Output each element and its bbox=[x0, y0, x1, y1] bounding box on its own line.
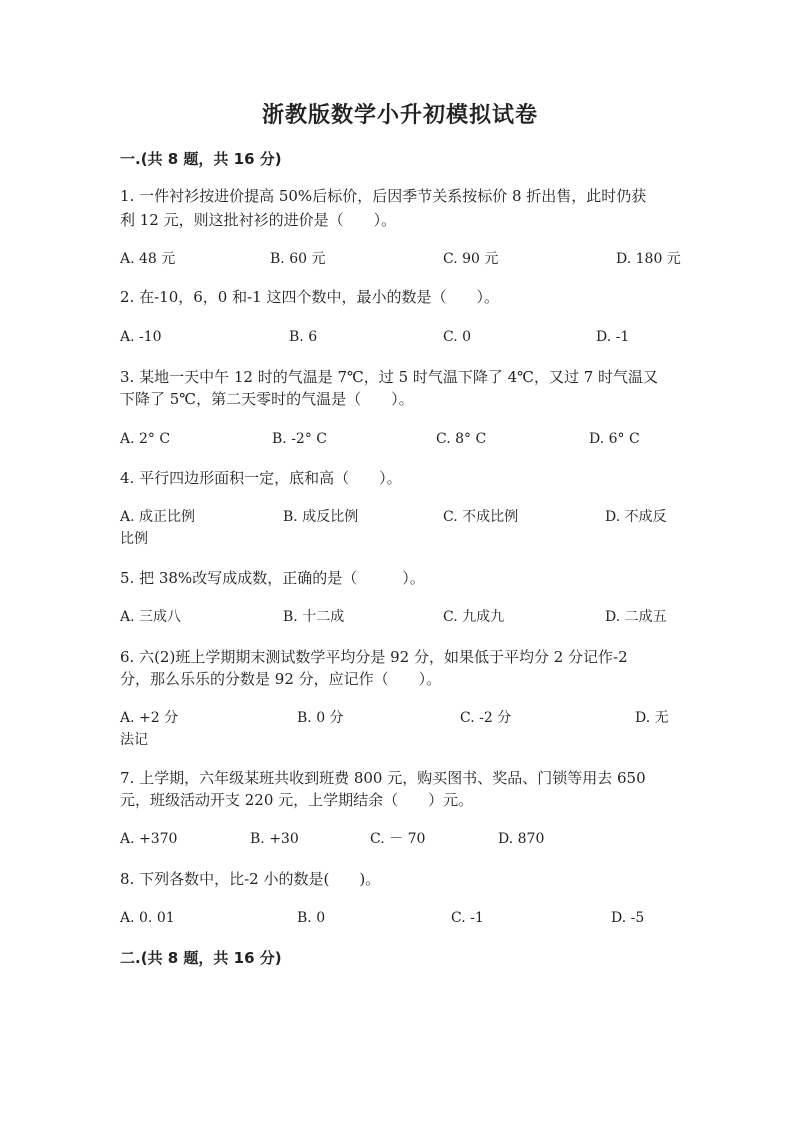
question-1-option-d[interactable]: D. 180 元 bbox=[616, 251, 681, 267]
question-5-option-a[interactable]: A. 三成八 bbox=[120, 609, 182, 625]
question-8-option-d[interactable]: D. -5 bbox=[611, 910, 645, 926]
question-4-text-line-1: 4. 平行四边形面积一定，底和高（ ）。 bbox=[120, 469, 402, 487]
question-6-option-b[interactable]: B. 0 分 bbox=[297, 710, 344, 726]
question-3-text-line-2: 下降了 5℃，第二天零时的气温是（ ）。 bbox=[120, 390, 414, 408]
question-2-option-d[interactable]: D. -1 bbox=[596, 329, 630, 345]
question-8-text-line-1: 8. 下列各数中，比-2 小的数是( )。 bbox=[120, 870, 381, 888]
question-2-option-c[interactable]: C. 0 bbox=[443, 329, 472, 345]
question-8-option-b[interactable]: B. 0 bbox=[297, 910, 326, 926]
question-6-option-a[interactable]: A. +2 分 bbox=[120, 710, 179, 726]
question-1-option-a[interactable]: A. 48 元 bbox=[120, 251, 176, 267]
question-1-option-b[interactable]: B. 60 元 bbox=[270, 251, 326, 267]
question-5-option-c[interactable]: C. 九成九 bbox=[443, 609, 505, 625]
question-6-option-d-wrap: 法记 bbox=[120, 732, 148, 748]
question-6-text-line-2: 分，那么乐乐的分数是 92 分，应记作（ ）。 bbox=[120, 670, 442, 688]
page-title: 浙教版数学小升初模拟试卷 bbox=[261, 102, 538, 128]
question-4-option-d[interactable]: D. 不成反 bbox=[605, 509, 667, 525]
question-4-option-a[interactable]: A. 成正比例 bbox=[120, 509, 196, 525]
question-6-text-line-1: 6. 六(2)班上学期期末测试数学平均分是 92 分，如果低于平均分 2 分记作-2 bbox=[120, 648, 628, 666]
question-7-option-c[interactable]: C. － 70 bbox=[370, 831, 426, 847]
question-7-text-line-1: 7. 上学期，六年级某班共收到班费 800 元，购买图书、奖品、门锁等用去 650 bbox=[120, 769, 646, 787]
question-2-option-b[interactable]: B. 6 bbox=[289, 329, 318, 345]
question-6-option-d[interactable]: D. 无 bbox=[635, 710, 669, 726]
question-8-option-a[interactable]: A. 0. 01 bbox=[120, 910, 175, 926]
question-3-text-line-1: 3. 某地一天中午 12 时的气温是 7℃，过 5 时气温下降了 4℃，又过 7 时气温又 bbox=[120, 368, 659, 386]
question-4-option-d-wrap: 比例 bbox=[120, 531, 148, 547]
question-3-option-a[interactable]: A. 2° C bbox=[120, 431, 171, 447]
question-1-text-line-2: 利 12 元，则这批衬衫的进价是（ ）。 bbox=[120, 211, 397, 229]
question-2-option-a[interactable]: A. -10 bbox=[120, 329, 162, 345]
section-header-1: 一.(共 8 题，共 16 分) bbox=[120, 150, 282, 168]
question-4-option-c[interactable]: C. 不成比例 bbox=[443, 509, 519, 525]
question-2-text-line-1: 2. 在-10，6，0 和-1 这四个数中，最小的数是（ ）。 bbox=[120, 288, 499, 306]
question-5-option-b[interactable]: B. 十二成 bbox=[283, 609, 345, 625]
question-7-option-d[interactable]: D. 870 bbox=[498, 831, 545, 847]
question-6-option-c[interactable]: C. -2 分 bbox=[460, 710, 512, 726]
section-header-2: 二.(共 8 题，共 16 分) bbox=[120, 949, 282, 967]
question-7-option-a[interactable]: A. +370 bbox=[120, 831, 178, 847]
question-7-option-b[interactable]: B. +30 bbox=[250, 831, 299, 847]
question-5-option-d[interactable]: D. 二成五 bbox=[605, 609, 667, 625]
question-3-option-d[interactable]: D. 6° C bbox=[589, 431, 640, 447]
question-1-option-c[interactable]: C. 90 元 bbox=[443, 251, 499, 267]
question-8-option-c[interactable]: C. -1 bbox=[451, 910, 484, 926]
question-1-text-line-1: 1. 一件衬衫按进价提高 50%后标价，后因季节关系按标价 8 折出售，此时仍获 bbox=[120, 187, 647, 205]
question-4-option-b[interactable]: B. 成反比例 bbox=[283, 509, 359, 525]
question-5-text-line-1: 5. 把 38%改写成成数，正确的是（ ）。 bbox=[120, 569, 425, 587]
question-3-option-b[interactable]: B. -2° C bbox=[272, 431, 327, 447]
question-7-text-line-2: 元，班级活动开支 220 元，上学期结余（ ）元。 bbox=[120, 791, 474, 809]
question-3-option-c[interactable]: C. 8° C bbox=[436, 431, 487, 447]
